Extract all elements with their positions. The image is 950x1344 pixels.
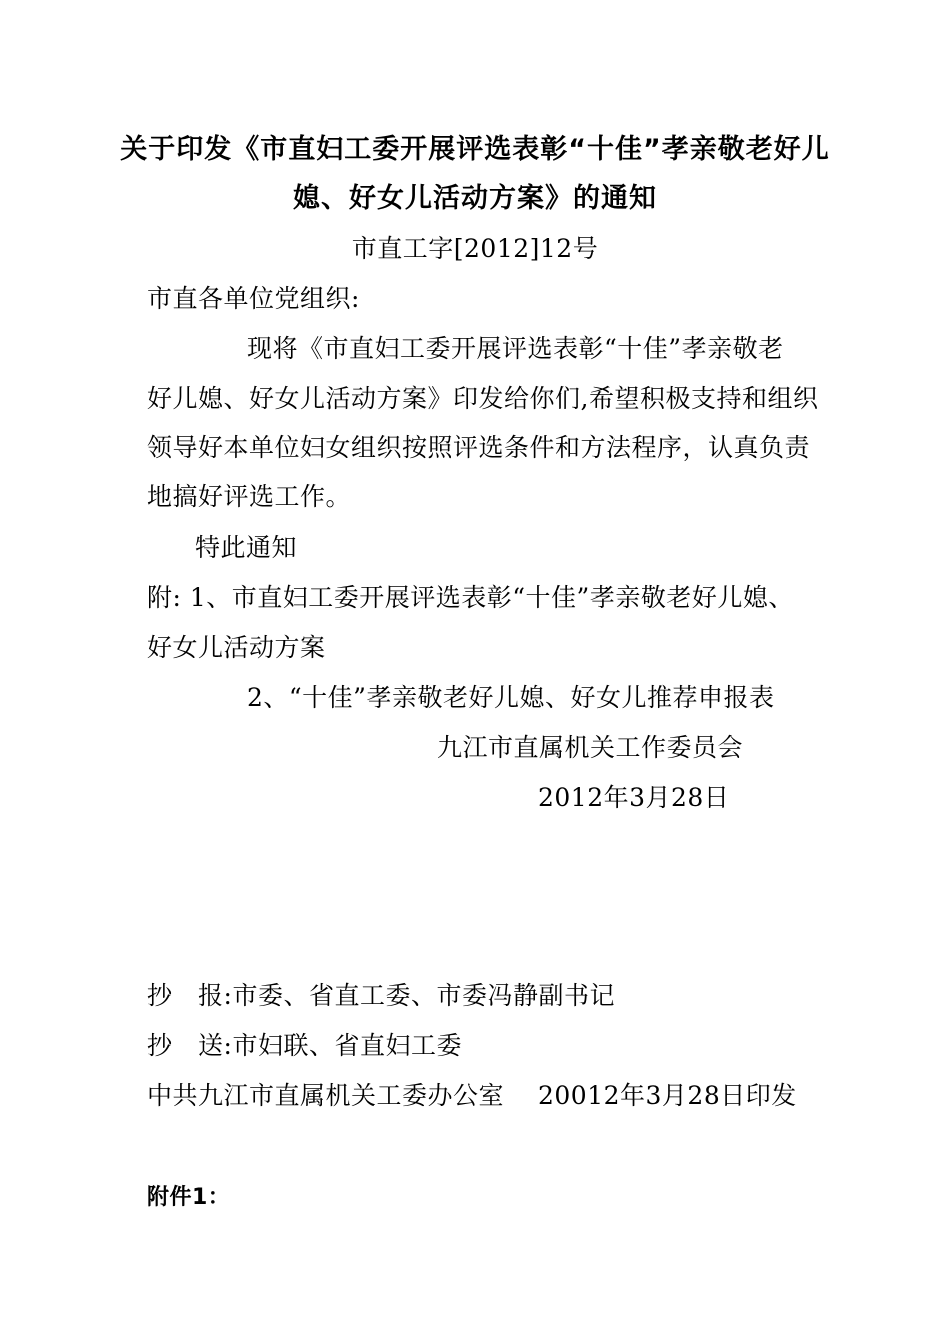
printing-date: 20012年3月28日印发: [538, 1081, 797, 1110]
attachments-line-3: 2、“十佳”孝亲敬老好儿媳、好女儿推荐申报表: [247, 683, 775, 712]
cc-report-row: [147, 980, 615, 1012]
addressee: 市直各单位党组织:: [147, 284, 360, 313]
cc-send-label: 抄 送:: [147, 1031, 233, 1060]
cc-send-value: 市妇联、省直妇工委: [232, 1031, 462, 1060]
document-title-line-2: 媳、好女儿活动方案》的通知: [293, 183, 657, 214]
attachment-heading: 附件1：: [147, 1185, 231, 1210]
body-paragraph-line-3: 领导好本单位妇女组织按照评选条件和方法程序，认真负责: [147, 433, 811, 462]
cc-send-row: [147, 1030, 462, 1062]
body-paragraph-line-1: 现将《市直妇工委开展评选表彰“十佳”孝亲敬老: [247, 334, 784, 363]
document-title-line-1: 关于印发《市直妇工委开展评选表彰“十佳”孝亲敬老好儿: [120, 134, 830, 165]
cc-report-label: 抄 报:: [147, 981, 233, 1010]
attachments-line-2: 好女儿活动方案: [147, 633, 326, 662]
body-paragraph-line-2: 好儿媳、好女儿活动方案》印发给你们,希望积极支持和组织: [147, 384, 819, 413]
notice-phrase: 特此通知: [195, 533, 298, 562]
body-paragraph-line-4: 地搞好评选工作。: [147, 482, 352, 511]
attachments-line-1: 附: 1、市直妇工委开展评选表彰“十佳”孝亲敬老好儿媳、: [147, 583, 794, 612]
document-number: 市直工字[2012]12号: [351, 234, 599, 263]
printing-office: 中共九江市直属机关工委办公室: [147, 1081, 505, 1110]
issuer-signature: 九江市直属机关工作委员会: [437, 733, 744, 762]
cc-report-value: 市委、省直工委、市委冯静副书记: [232, 981, 615, 1010]
issue-date: 2012年3月28日: [538, 783, 730, 812]
